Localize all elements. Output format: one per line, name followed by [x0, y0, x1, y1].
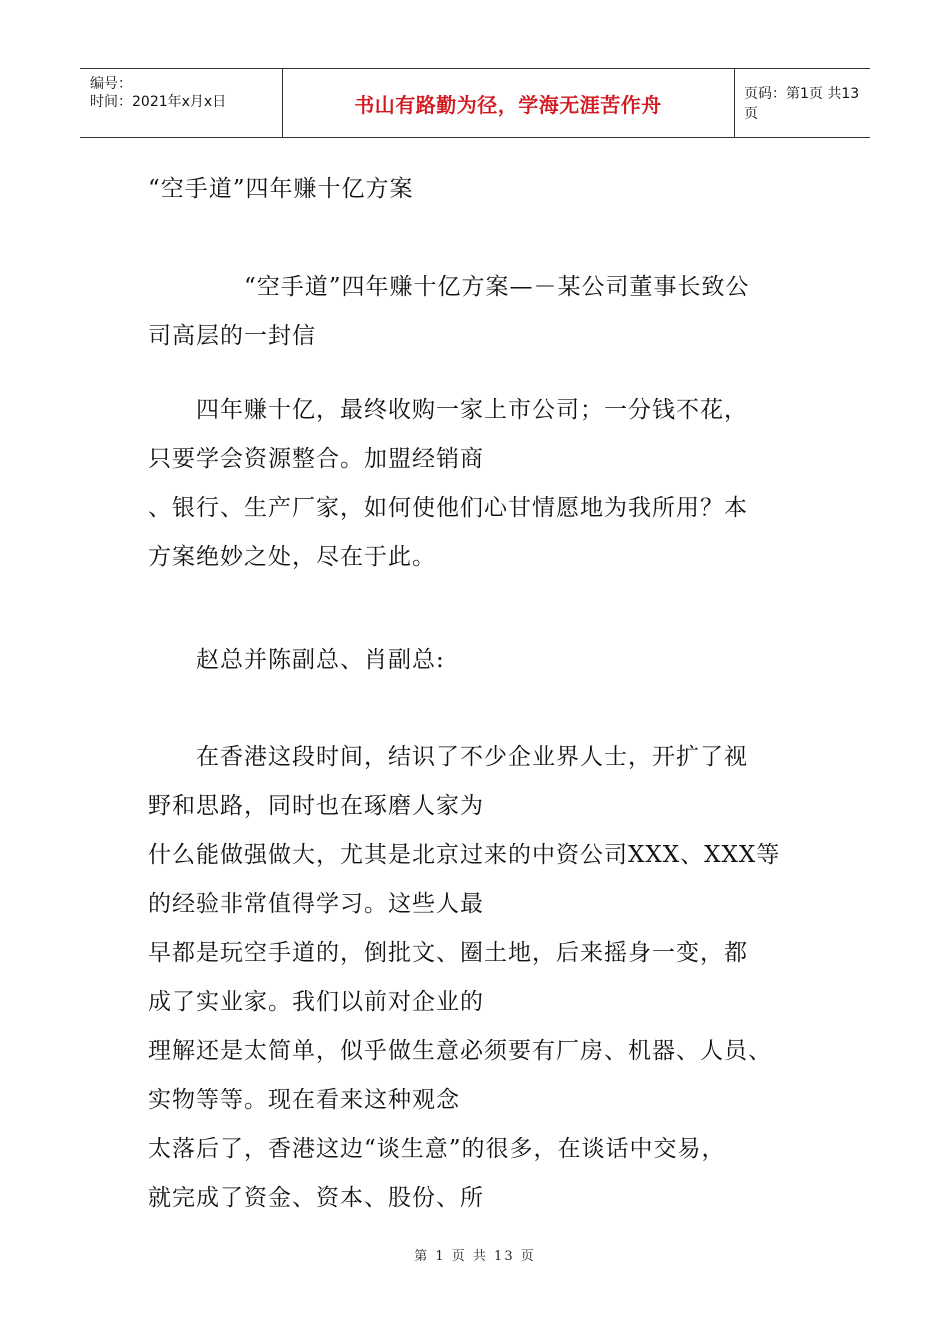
body-line: 就完成了资金、资本、股份、所 — [148, 1185, 484, 1211]
page-footer: 第 1 页 共 13 页 — [414, 1249, 536, 1264]
intro-paragraph — [148, 386, 813, 582]
intro-line: 四年赚十亿，最终收购一家上市公司；一分钱不花， — [196, 397, 748, 423]
subtitle-line: “空手道”四年赚十亿方案—－某公司董事长致公 — [244, 274, 750, 300]
number-label: 编号： — [90, 76, 132, 92]
salutation-block — [148, 636, 813, 685]
body-line: 理解还是太简单，似乎做生意必须要有厂房、机器、人员、 — [148, 1038, 772, 1064]
body-paragraph — [148, 733, 813, 1223]
intro-line: 方案绝妙之处，尽在于此。 — [148, 544, 436, 570]
body-line: 成了实业家。我们以前对企业的 — [148, 989, 484, 1015]
intro-line: 、银行、生产厂家，如何使他们心甘情愿地为我所用？本 — [148, 495, 748, 521]
document-title: “空手道”四年赚十亿方案 — [148, 176, 414, 202]
body-line: 的经验非常值得学习。这些人最 — [148, 891, 484, 917]
body-line: 野和思路，同时也在琢磨人家为 — [148, 793, 484, 819]
body-line: 太落后了，香港这边“谈生意”的很多，在谈话中交易， — [148, 1136, 726, 1162]
subtitle-block — [148, 263, 813, 361]
header-meta-cell — [80, 69, 283, 137]
header-page-info: 页码：第1页 共13页 — [744, 86, 860, 122]
body-line: 实物等等。现在看来这种观念 — [148, 1087, 460, 1113]
salutation: 赵总并陈副总、肖副总: — [196, 647, 445, 673]
header-motto: 书山有路勤为径，学海无涯苦作舟 — [354, 92, 662, 117]
date-line: 时间：2021年x月x日 — [90, 94, 227, 110]
body-line: 在香港这段时间，结识了不少企业界人士，开扩了视 — [196, 744, 748, 770]
page-header — [80, 68, 870, 138]
intro-line: 只要学会资源整合。加盟经销商 — [148, 446, 484, 472]
subtitle-line: 司高层的一封信 — [148, 323, 316, 349]
header-page-cell — [734, 69, 870, 137]
body-line: 什么能做强做大，尤其是北京过来的中资公司XXX、XXX等 — [148, 842, 781, 868]
header-motto-cell — [282, 69, 735, 137]
body-line: 早都是玩空手道的，倒批文、圈土地，后来摇身一变，都 — [148, 940, 748, 966]
